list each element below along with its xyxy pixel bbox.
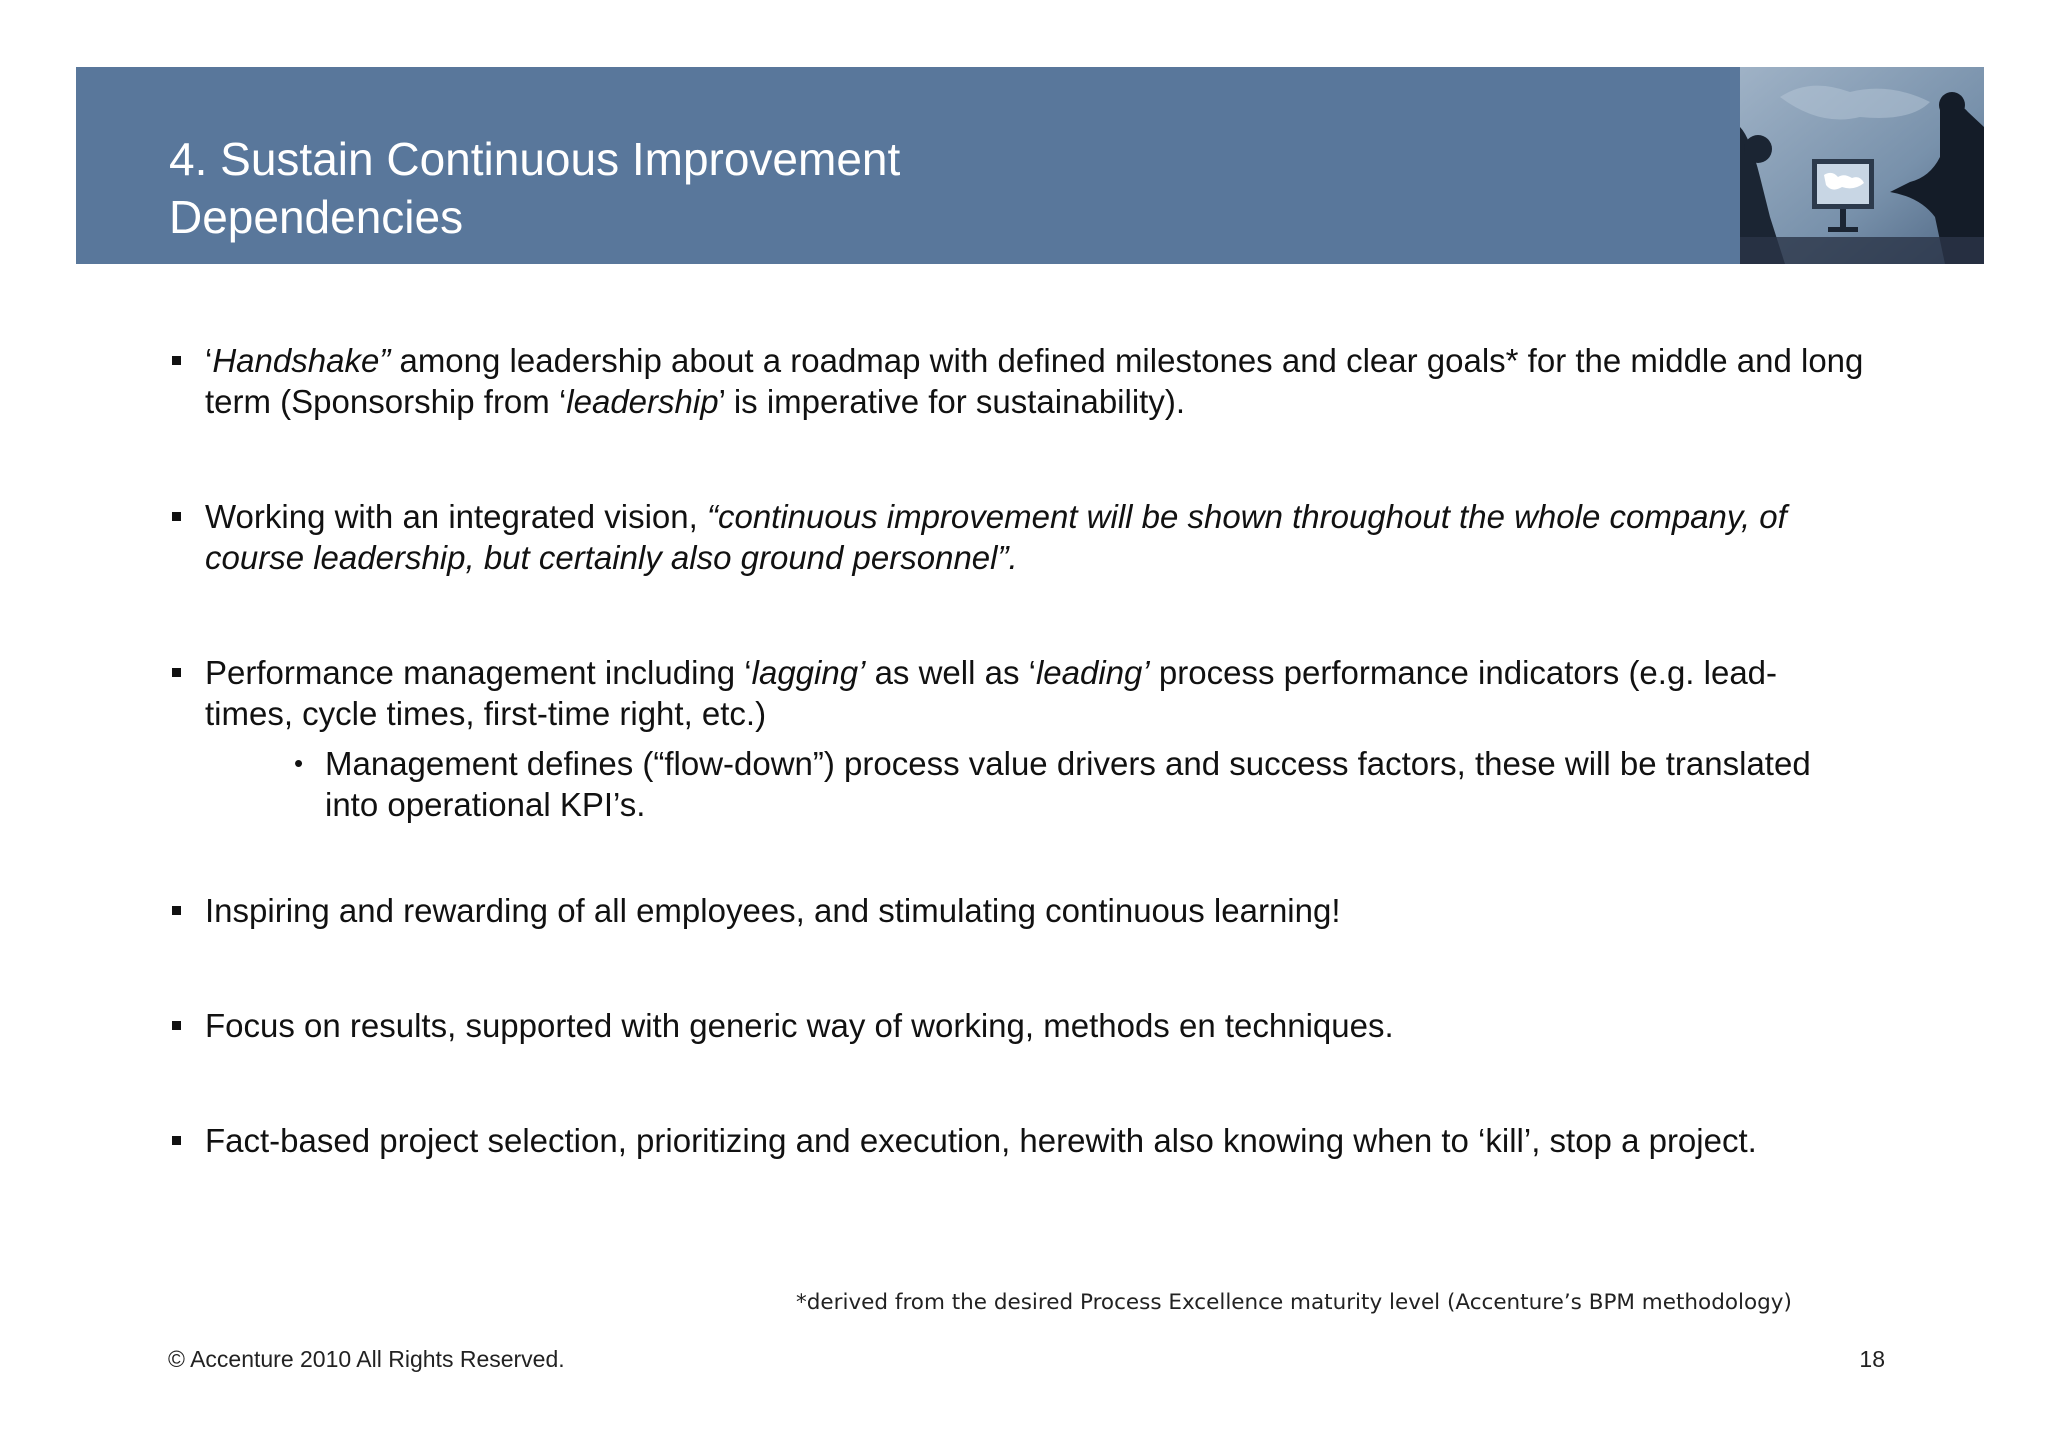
text-run: as well as ‘ bbox=[865, 654, 1036, 691]
text-run: Inspiring and rewarding of all employees, and stimulating continuous learning! bbox=[205, 892, 1341, 929]
bullet-text bbox=[205, 496, 1865, 578]
text-run: ’ is imperative for sustainability). bbox=[718, 383, 1185, 420]
copyright-notice: © Accenture 2010 All Rights Reserved. bbox=[168, 1346, 565, 1372]
square-bullet-icon bbox=[172, 906, 181, 915]
slide-title-line-1: 4. Sustain Continuous Improvement bbox=[169, 133, 901, 185]
page-number: 18 bbox=[1859, 1346, 1885, 1372]
square-bullet-icon bbox=[172, 1021, 181, 1030]
text-run: Working with an integrated vision, bbox=[205, 498, 707, 535]
bullet-text bbox=[205, 652, 1865, 734]
square-bullet-icon bbox=[172, 1136, 181, 1145]
square-bullet-icon bbox=[172, 356, 181, 365]
text-run: among leadership about a roadmap with defined milestones and clear goals* for the middle and long term (Sponsorship from ‘ bbox=[205, 342, 1864, 420]
bullet-text bbox=[205, 340, 1865, 422]
text-run-italic: leading’ bbox=[1035, 654, 1150, 691]
header-photo bbox=[1740, 67, 1984, 264]
slide-title-line-2: Dependencies bbox=[169, 191, 464, 243]
business-meeting-image bbox=[1740, 67, 1984, 264]
text-run: Performance management including ‘ bbox=[205, 654, 752, 691]
square-bullet-icon bbox=[172, 668, 181, 677]
text-run-italic: lagging’ bbox=[751, 654, 866, 691]
footnote: *derived from the desired Process Excellence maturity level (Accenture’s BPM methodology) bbox=[796, 1290, 1792, 1315]
text-run: ‘ bbox=[205, 342, 213, 379]
text-run: Fact-based project selection, prioritizing and execution, herewith also knowing when to ‘kill’, stop a project. bbox=[205, 1122, 1757, 1159]
text-run: Focus on results, supported with generic way of working, methods en techniques. bbox=[205, 1007, 1394, 1044]
square-bullet-icon bbox=[172, 512, 181, 521]
slide-title bbox=[169, 130, 900, 246]
text-run-italic: Handshake” bbox=[212, 342, 391, 379]
dot-bullet-icon: • bbox=[294, 748, 304, 778]
sub-bullet-text: Management defines (“flow-down”) process value drivers and success factors, these will be translated into operational KPI’s. bbox=[325, 745, 1811, 823]
text-run: process performance indicators (e.g. lead-times, cycle times, first-time right, etc.) bbox=[205, 654, 1778, 732]
text-run-italic: “continuous improvement will be shown throughout the whole company, of course leadership, but certainly also ground personnel”. bbox=[205, 498, 1787, 576]
text-run-italic: leadership bbox=[566, 383, 719, 420]
bullet-text bbox=[205, 890, 1865, 931]
bullet-text bbox=[205, 1005, 1865, 1046]
bullet-text bbox=[205, 1120, 1865, 1161]
